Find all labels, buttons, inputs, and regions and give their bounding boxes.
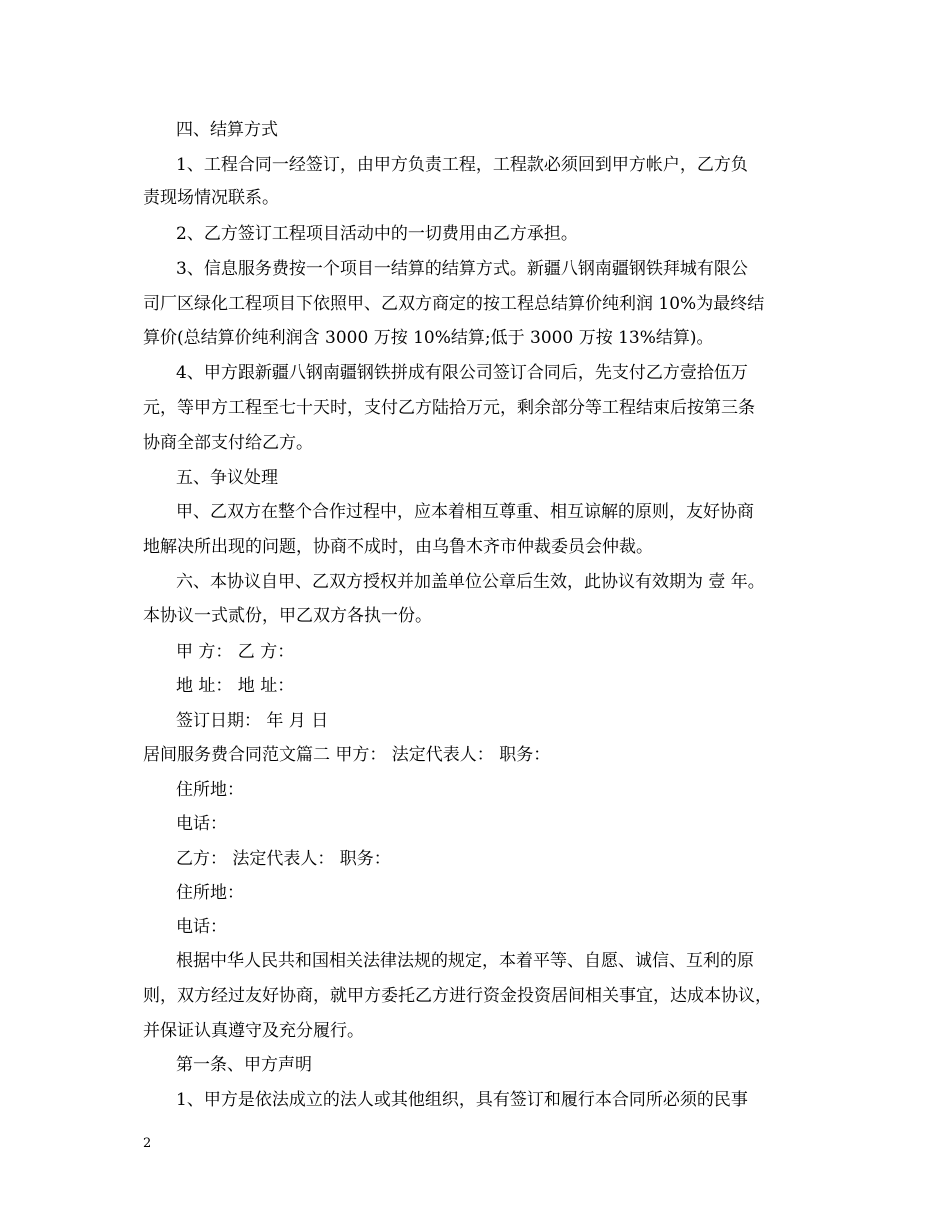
article-1-item-1: 1、甲方是依法成立的法人或其他组织，具有签订和履行本合同所必须的民事 (176, 1090, 748, 1110)
signature-parties: 甲 方： 乙 方： (176, 642, 295, 662)
section-4-item-1-line-1: 1、工程合同一经签订，由甲方负责工程，工程款必须回到甲方帐户，乙方负 (176, 155, 748, 175)
signature-address: 地 址： 地 址： (176, 676, 295, 696)
section-4-heading: 四、结算方式 (176, 120, 278, 140)
section-4-item-1-line-2: 责现场情况联系。 (143, 188, 279, 208)
section-4-item-4-line-3: 协商全部支付给乙方。 (143, 433, 313, 453)
section-4-item-3-line-3: 算价(总结算价纯利润含 3000 万按 10%结算;低于 3000 万按 13%结算)。 (143, 328, 714, 348)
section-6-body-line-2: 本协议一式贰份，甲乙双方各执一份。 (143, 606, 432, 626)
section-6-body-line-1: 六、本协议自甲、乙双方授权并加盖单位公章后生效，此协议有效期为 壹 年。 (176, 572, 765, 592)
party-b-phone: 电话： (176, 917, 227, 937)
section-4-item-4-line-1: 4、甲方跟新疆八钢南疆钢铁拼成有限公司签订合同后，先支付乙方壹拾伍万 (176, 363, 748, 383)
section-4-item-3-line-1: 3、信息服务费按一个项目一结算的结算方式。新疆八钢南疆钢铁拜城有限公 (176, 259, 748, 279)
article-1-heading: 第一条、甲方声明 (176, 1055, 312, 1075)
party-b-line: 乙方： 法定代表人： 职务： (176, 849, 391, 869)
signature-date: 签订日期： 年 月 日 (176, 711, 329, 731)
section-4-item-2: 2、乙方签订工程项目活动中的一切费用由乙方承担。 (176, 224, 578, 244)
page-number: 2 (143, 1136, 152, 1151)
section-5-heading: 五、争议处理 (176, 468, 278, 488)
preamble-line-2: 则，双方经过友好协商，就甲方委托乙方进行资金投资居间相关事宜，达成本协议， (143, 986, 772, 1006)
section-5-body-line-2: 地解决所出现的问题，协商不成时，由乌鲁木齐市仲裁委员会仲裁。 (143, 537, 653, 557)
section-5-body-line-1: 甲、乙双方在整个合作过程中，应本着相互尊重、相互谅解的原则，友好协商 (176, 502, 754, 522)
section-4-item-4-line-2: 元，等甲方工程至七十天时，支付乙方陆拾万元，剩余部分等工程结束后按第三条 (143, 398, 755, 418)
contract-2-title-line: 居间服务费合同范文篇二 甲方： 法定代表人： 职务： (143, 745, 551, 765)
party-b-residence: 住所地： (176, 883, 244, 903)
preamble-line-1: 根据中华人民共和国相关法律法规的规定，本着平等、自愿、诚信、互利的原 (176, 951, 754, 971)
party-a-residence: 住所地： (176, 780, 244, 800)
preamble-line-3: 并保证认真遵守及充分履行。 (143, 1021, 364, 1041)
section-4-item-3-line-2: 司厂区绿化工程项目下依照甲、乙双方商定的按工程总结算价纯利润 10%为最终结 (143, 294, 765, 314)
party-a-phone: 电话： (176, 814, 227, 834)
